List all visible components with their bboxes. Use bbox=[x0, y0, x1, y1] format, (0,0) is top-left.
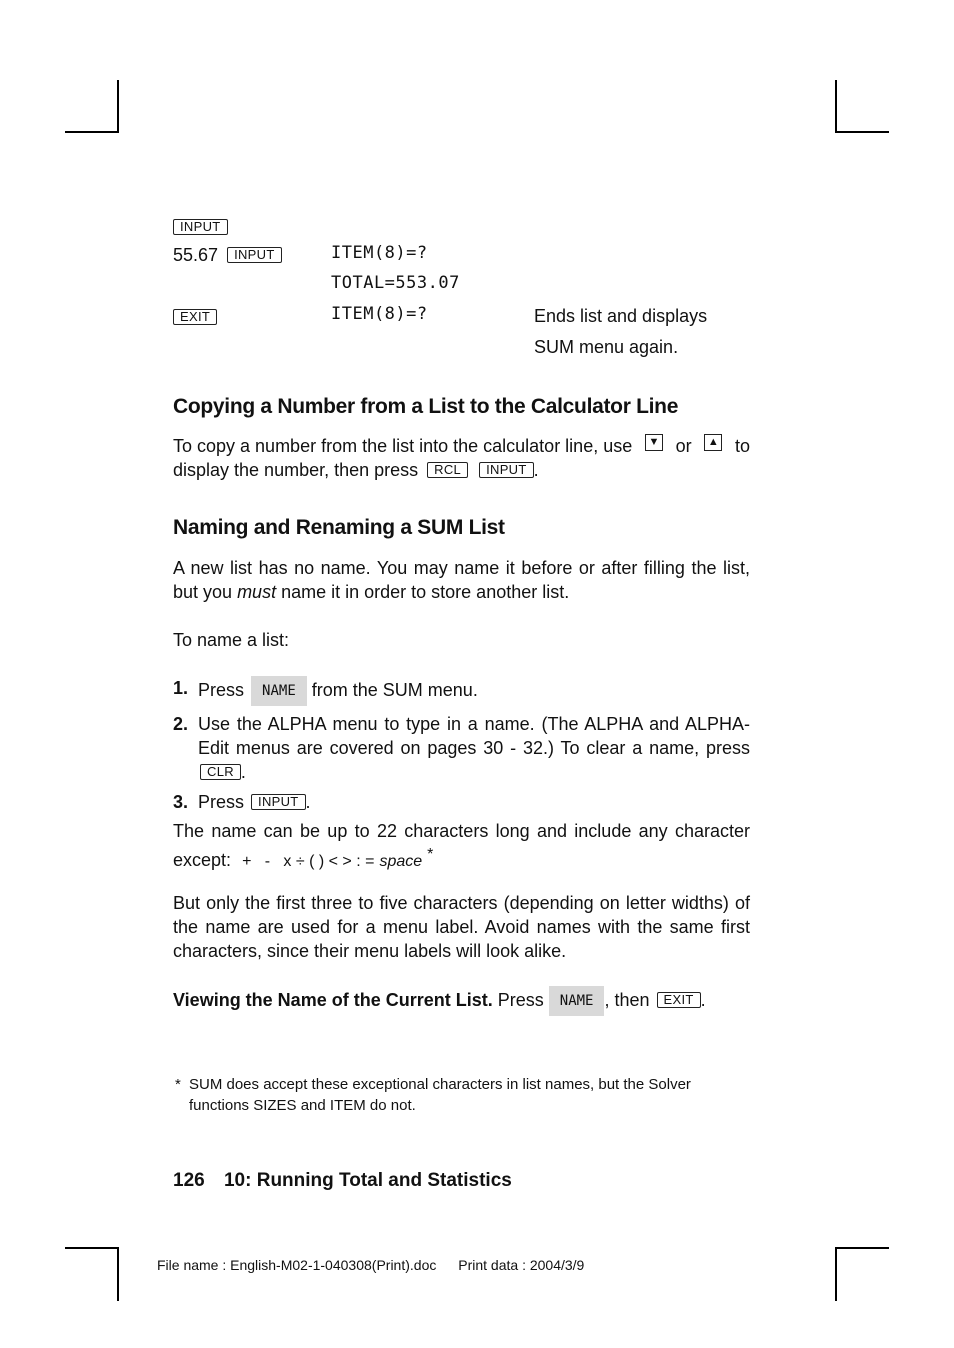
page-footer bbox=[173, 1170, 512, 1192]
section-paragraph: But only the first three to five characters (depending on letter widths) of the name are used for a menu label. Avoid names with the same first characters, since their menu labels will look alike. bbox=[173, 893, 750, 961]
paragraph-text: A new list has no name. You may name it before or after filling the list, but you bbox=[173, 558, 750, 602]
step-text: Press bbox=[198, 792, 245, 812]
paragraph-text: display the number, then press bbox=[173, 460, 419, 480]
list-item bbox=[173, 790, 750, 814]
display-line-3: ITEM(8)=? bbox=[331, 304, 428, 324]
paragraph-text: . bbox=[533, 460, 539, 480]
down-arrow-key: ▼ bbox=[645, 434, 663, 451]
footnote-marker: * bbox=[427, 846, 434, 863]
step-number: 1. bbox=[173, 678, 189, 698]
print-info bbox=[157, 1257, 584, 1273]
section-heading: Naming and Renaming a SUM List bbox=[173, 516, 505, 539]
section-paragraph bbox=[173, 819, 750, 874]
paragraph-text: name it in order to store another list. bbox=[281, 582, 570, 602]
display-line-2: TOTAL=553.07 bbox=[331, 273, 460, 293]
paragraph-text: to bbox=[734, 436, 750, 456]
print-date: Print data : 2004/3/9 bbox=[458, 1257, 585, 1273]
footnote-text: SUM does accept these exceptional characters in list names, but the Solver functions SIZES and ITEM do not. bbox=[189, 1076, 691, 1114]
list-item bbox=[173, 676, 750, 706]
input-key: INPUT bbox=[227, 247, 282, 263]
description-line: SUM menu again. bbox=[534, 337, 679, 357]
section-paragraph bbox=[173, 434, 750, 482]
step-text: Press bbox=[198, 680, 245, 700]
section-paragraph bbox=[173, 986, 706, 1016]
step-text: Use the ALPHA menu to type in a name. (The ALPHA and ALPHA-Edit menus are covered on pages 30 - 32.) To clear a name, press bbox=[198, 714, 750, 758]
paragraph-text: or bbox=[675, 436, 692, 456]
exit-key: EXIT bbox=[173, 309, 217, 325]
run-in-heading: Viewing the Name of the Current List. bbox=[173, 990, 493, 1010]
paragraph-text: To copy a number from the list into the calculator line, use bbox=[173, 436, 633, 456]
input-key: INPUT bbox=[173, 219, 228, 235]
table-row-2 bbox=[173, 243, 282, 267]
step-number: 3. bbox=[173, 792, 189, 812]
input-key: INPUT bbox=[251, 794, 306, 810]
footnote-marker: * bbox=[175, 1076, 181, 1093]
input-key: INPUT bbox=[479, 462, 534, 478]
step-list bbox=[173, 676, 750, 814]
paragraph-text: . bbox=[700, 990, 706, 1010]
table-row-3 bbox=[173, 309, 217, 328]
display-line-1: ITEM(8)=? bbox=[331, 243, 428, 263]
file-name: File name : English-M02-1-040308(Print).doc bbox=[157, 1257, 437, 1273]
paragraph-text: , then bbox=[604, 990, 650, 1010]
footnote bbox=[175, 1074, 735, 1116]
chapter-title: 10: Running Total and Statistics bbox=[223, 1170, 512, 1191]
name-menu-key: NAME bbox=[251, 676, 307, 706]
excluded-space: space bbox=[379, 853, 423, 870]
section-paragraph bbox=[173, 556, 750, 604]
step-text: . bbox=[240, 762, 246, 782]
clr-key: CLR bbox=[200, 764, 241, 780]
list-item bbox=[173, 712, 750, 784]
step-number: 2. bbox=[173, 714, 189, 734]
step-text: from the SUM menu. bbox=[311, 680, 478, 700]
table-row-1 bbox=[173, 219, 228, 238]
description-line: Ends list and displays bbox=[534, 306, 708, 326]
row-description bbox=[534, 304, 707, 359]
step-text: . bbox=[305, 792, 311, 812]
rcl-key: RCL bbox=[427, 462, 468, 478]
page-number: 126 bbox=[173, 1170, 205, 1191]
name-menu-key: NAME bbox=[549, 986, 605, 1016]
exit-key: EXIT bbox=[657, 992, 701, 1008]
excluded-characters: + - x ÷ ( ) < > : = bbox=[242, 853, 375, 870]
section-heading: Copying a Number from a List to the Calculator Line bbox=[173, 395, 679, 418]
paragraph-text: The name can be up to 22 characters long and include any character except: bbox=[173, 821, 750, 870]
entry-value: 55.67 bbox=[173, 245, 219, 265]
paragraph-text: Press bbox=[497, 990, 544, 1010]
up-arrow-key: ▲ bbox=[704, 434, 722, 451]
section-paragraph: To name a list: bbox=[173, 630, 290, 650]
emphasis-text: must bbox=[237, 582, 277, 602]
